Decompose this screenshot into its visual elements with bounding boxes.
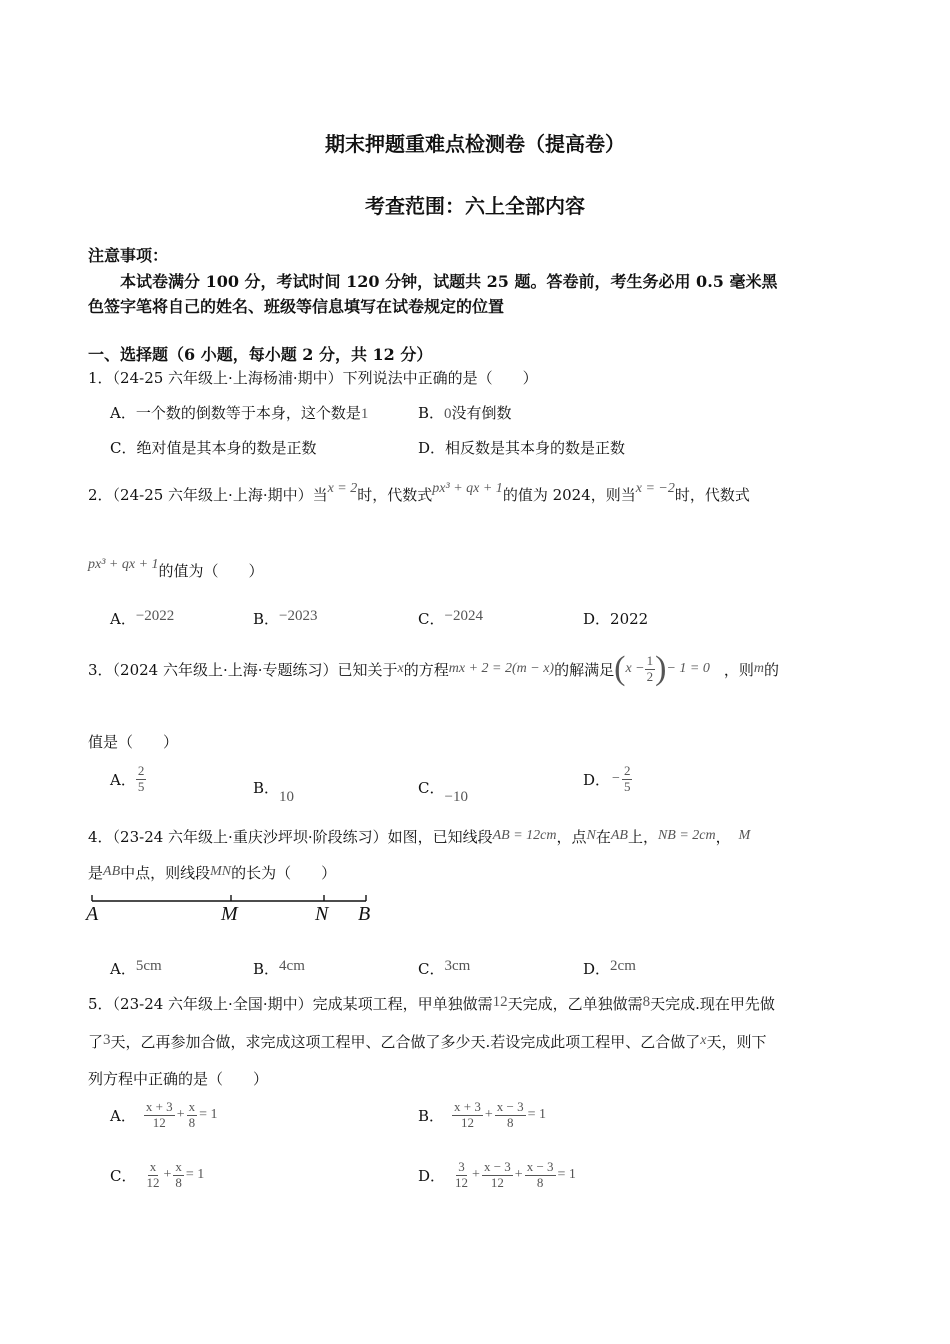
q1-option-b-text: 没有倒数 [451, 404, 512, 422]
q5-b-frac1-den: 12 [460, 1114, 474, 1130]
q4-math-nb: NB = 2cm [657, 828, 716, 843]
q5-text-2: 天完成，乙单独做需 [507, 995, 643, 1013]
q4-option-c-value: 3cm [444, 958, 471, 974]
q3-math-inner: x − [625, 661, 645, 676]
q5-d-frac3-den: 8 [536, 1174, 544, 1190]
q2-option-d[interactable]: D．2022 [583, 610, 649, 628]
q5-option-b-label: B． [418, 1106, 445, 1125]
q2-math-x-eq-neg2: x = −2 [635, 481, 675, 496]
question-4-stem [88, 826, 750, 847]
q5-b-frac2-den: 8 [506, 1114, 514, 1130]
q5-text-3: 天完成.现在甲先做 [650, 995, 775, 1013]
q5-d-frac2-den: 12 [490, 1174, 504, 1190]
q3-option-d-label: D． [583, 770, 611, 789]
q1-option-d[interactable]: D．相反数是其本身的数是正数 [418, 439, 626, 457]
question-5-stem-cont [88, 1031, 767, 1052]
q3-half-num: 1 [646, 652, 654, 668]
q3-text-3: 的解满足 [554, 660, 615, 679]
q5-text-1: 5．（23-24 六年级上·全国·期中）完成某项工程，甲单独做需 [88, 995, 493, 1013]
q4-option-c-label: C． [418, 960, 445, 978]
q4-option-d-label: D． [583, 960, 611, 978]
q5-d-frac1-den: 12 [455, 1174, 469, 1190]
q5-d-frac3-num: x − 3 [526, 1159, 554, 1174]
q4-option-b[interactable] [253, 958, 305, 979]
question-5-stem [88, 993, 775, 1014]
q1-option-c[interactable]: C．绝对值是其本身的数是正数 [110, 439, 317, 457]
q4-math-ab-2: AB [610, 828, 628, 843]
q5-option-d[interactable] [418, 1160, 578, 1191]
notice-heading: 注意事项： [88, 246, 169, 265]
q1-option-a-text: A．一个数的倒数等于本身，这个数是 [110, 404, 361, 422]
q3-a-den: 5 [137, 778, 145, 794]
q1-option-b[interactable] [418, 402, 512, 423]
q1-option-a-math: 1 [360, 406, 369, 422]
q5-a-frac2-num: x [188, 1099, 196, 1114]
point-label-b: B [358, 903, 371, 925]
q5-option-d-label: D． [418, 1166, 446, 1185]
q4-text-6: 是 [88, 864, 104, 882]
q3-option-c-label: C． [418, 779, 445, 797]
question-5-stem-cont-2: 列方程中正确的是（ ） [88, 1070, 269, 1088]
q3-half-den: 2 [646, 668, 654, 684]
q2-option-b-label: B． [253, 610, 280, 628]
q2-text-1: 2．（24-25 六年级上·上海·期中）当 [88, 486, 328, 504]
q2-option-b-value: −2023 [279, 608, 318, 624]
q5-option-c-label: C． [110, 1166, 137, 1185]
q1-option-b-math: 0 [444, 406, 452, 422]
q5-a-rhs: = 1 [199, 1107, 218, 1123]
q2-math-expr-2: px³ + qx + 1 [88, 557, 159, 572]
q5-text-4: 了 [88, 1033, 104, 1051]
q2-option-a[interactable] [110, 608, 174, 629]
q4-option-b-value: 4cm [279, 958, 305, 974]
q3-text-1: 3．（2024 六年级上·上海·专题练习）已知关于 [88, 660, 398, 679]
q4-text-7: 中点，则线段 [120, 864, 211, 882]
question-1-stem: 1．（24-25 六年级上·上海杨浦·期中）下列说法中正确的是（ ） [88, 369, 538, 387]
q3-math-m: m [753, 661, 764, 676]
q2-text-3: 的值为 2024，则当 [502, 486, 636, 504]
q5-math-x: x [700, 1033, 707, 1048]
q4-option-a-label: A． [110, 960, 136, 978]
q5-c-frac2-den: 8 [175, 1174, 182, 1190]
q4-option-c[interactable] [418, 958, 470, 979]
q4-text-4: 上， [627, 828, 658, 846]
q3-option-a-label: A． [110, 770, 136, 789]
q5-d-frac2-num: x − 3 [483, 1159, 511, 1174]
q5-b-frac2-num: x − 3 [496, 1099, 524, 1114]
q2-option-a-value: −2022 [135, 608, 175, 624]
q2-math-expr: px³ + qx + 1 [432, 481, 503, 496]
point-label-n: N [315, 903, 329, 925]
q4-math-m: M [738, 828, 751, 843]
q5-math-8: 8 [642, 994, 651, 1010]
q4-text-1: 4．（23-24 六年级上·重庆沙坪坝·阶段练习）如图，已知线段 [88, 828, 493, 846]
q4-text-5: ， [715, 828, 731, 846]
q4-math-mn: MN [210, 864, 232, 879]
q5-a-frac2-den: 8 [188, 1114, 196, 1130]
q4-option-d-value: 2cm [610, 958, 636, 974]
q5-math-3: 3 [103, 1032, 111, 1048]
q5-c-frac1-num: x [149, 1159, 157, 1174]
q4-option-a-value: 5cm [135, 958, 162, 974]
q3-option-b-value: 10 [279, 789, 295, 805]
q3-d-sign: − [612, 771, 620, 787]
point-label-a: A [86, 903, 99, 925]
q4-option-a[interactable] [110, 958, 162, 979]
q2-option-a-label: A． [110, 610, 136, 628]
q3-d-den: 5 [623, 778, 631, 794]
q1-option-a[interactable] [110, 402, 368, 423]
q3-math-x: x [397, 661, 404, 676]
q3-text-5: 的 [763, 660, 779, 679]
q2-text-4: 时，代数式 [674, 486, 750, 504]
q2-option-c-label: C． [418, 610, 445, 628]
q5-c-rhs: = 1 [185, 1167, 205, 1183]
section-heading: 一、选择题（6 小题，每小题 2 分，共 12 分） [88, 345, 433, 364]
question-3-stem [88, 646, 779, 692]
q3-option-a[interactable] [110, 764, 146, 795]
q2-text-2: 时，代数式 [357, 486, 433, 504]
q5-option-c[interactable] [110, 1160, 206, 1191]
q3-option-d[interactable] [583, 764, 632, 795]
question-3-stem-cont: 值是（ ） [88, 733, 179, 751]
q5-text-5: 天，乙再参加合做，求完成这项工程甲、乙合做了多少天.若设完成此项工程甲、乙合做了 [110, 1033, 701, 1051]
q5-d-rhs: = 1 [557, 1167, 576, 1183]
q5-c-frac1-den: 12 [146, 1174, 160, 1190]
q2-math-x-eq-2: x = 2 [327, 481, 358, 496]
q5-b-op: + [484, 1107, 493, 1123]
notice-line-2: 色签字笔将自己的姓名、班级等信息填写在试卷规定的位置 [88, 297, 505, 316]
q3-math-condition: ( x − $\frac{1}{2}$ ) − 1 = 0 [614, 650, 710, 687]
question-2-stem-cont [88, 557, 264, 581]
q3-text-4: ，则 [723, 660, 754, 679]
q5-d-frac1-num: 3 [458, 1159, 465, 1174]
point-label-m: M [221, 903, 238, 925]
q3-a-num: 2 [137, 763, 145, 778]
question-2-stem [88, 481, 750, 505]
q3-d-num: 2 [623, 763, 631, 778]
q5-c-op: + [163, 1167, 172, 1183]
q5-option-a[interactable] [110, 1100, 220, 1131]
q4-text-8: 的长为（ ） [231, 864, 337, 882]
question-4-stem-cont [88, 862, 336, 883]
q5-a-frac1-num: x + 3 [145, 1099, 173, 1114]
q3-math-equation: mx + 2 = 2(m − x) [448, 661, 555, 676]
q4-math-ab-3: AB [103, 864, 121, 879]
q5-a-frac1-den: 12 [152, 1114, 166, 1130]
q5-d-op1: + [472, 1167, 480, 1183]
q3-option-b[interactable] [253, 777, 295, 805]
q2-option-c[interactable] [418, 608, 483, 629]
page-subtitle: 考查范围：六上全部内容 [365, 194, 585, 218]
q3-math-tail: − 1 = 0 [666, 661, 710, 676]
q3-option-b-label: B． [253, 779, 280, 797]
q2-option-b[interactable] [253, 608, 318, 629]
q5-a-op: + [176, 1107, 185, 1123]
q5-option-a-label: A． [110, 1106, 136, 1125]
q4-math-n: N [586, 828, 596, 843]
q4-option-b-label: B． [253, 960, 280, 978]
q5-c-frac2-num: x [175, 1159, 182, 1174]
notice-line-1: 本试卷满分 100 分，考试时间 120 分钟，试题共 25 题。答卷前，考生务必用 0.5 毫米黑 [120, 272, 778, 291]
q5-b-frac1-num: x + 3 [454, 1099, 481, 1114]
page-title: 期末押题重难点检测卷（提高卷） [325, 132, 625, 156]
q3-option-c-value: −10 [444, 789, 468, 805]
q5-b-rhs: = 1 [527, 1107, 547, 1123]
q3-text-2: 的方程 [403, 660, 449, 679]
q5-math-12: 12 [492, 994, 508, 1010]
q5-d-op2: + [514, 1167, 523, 1183]
q4-text-3: 在 [595, 828, 611, 846]
q4-text-2: ，点 [556, 828, 587, 846]
q5-text-6: 天，则下 [706, 1033, 767, 1051]
q4-math-ab: AB = 12cm [492, 828, 557, 843]
q3-option-c[interactable] [418, 777, 468, 805]
q4-option-d[interactable] [583, 958, 636, 979]
q5-option-b[interactable] [418, 1100, 548, 1131]
q2-text-5: 的值为（ ） [158, 562, 264, 580]
q2-option-c-value: −2024 [444, 608, 483, 624]
q1-option-b-label: B． [418, 404, 445, 422]
